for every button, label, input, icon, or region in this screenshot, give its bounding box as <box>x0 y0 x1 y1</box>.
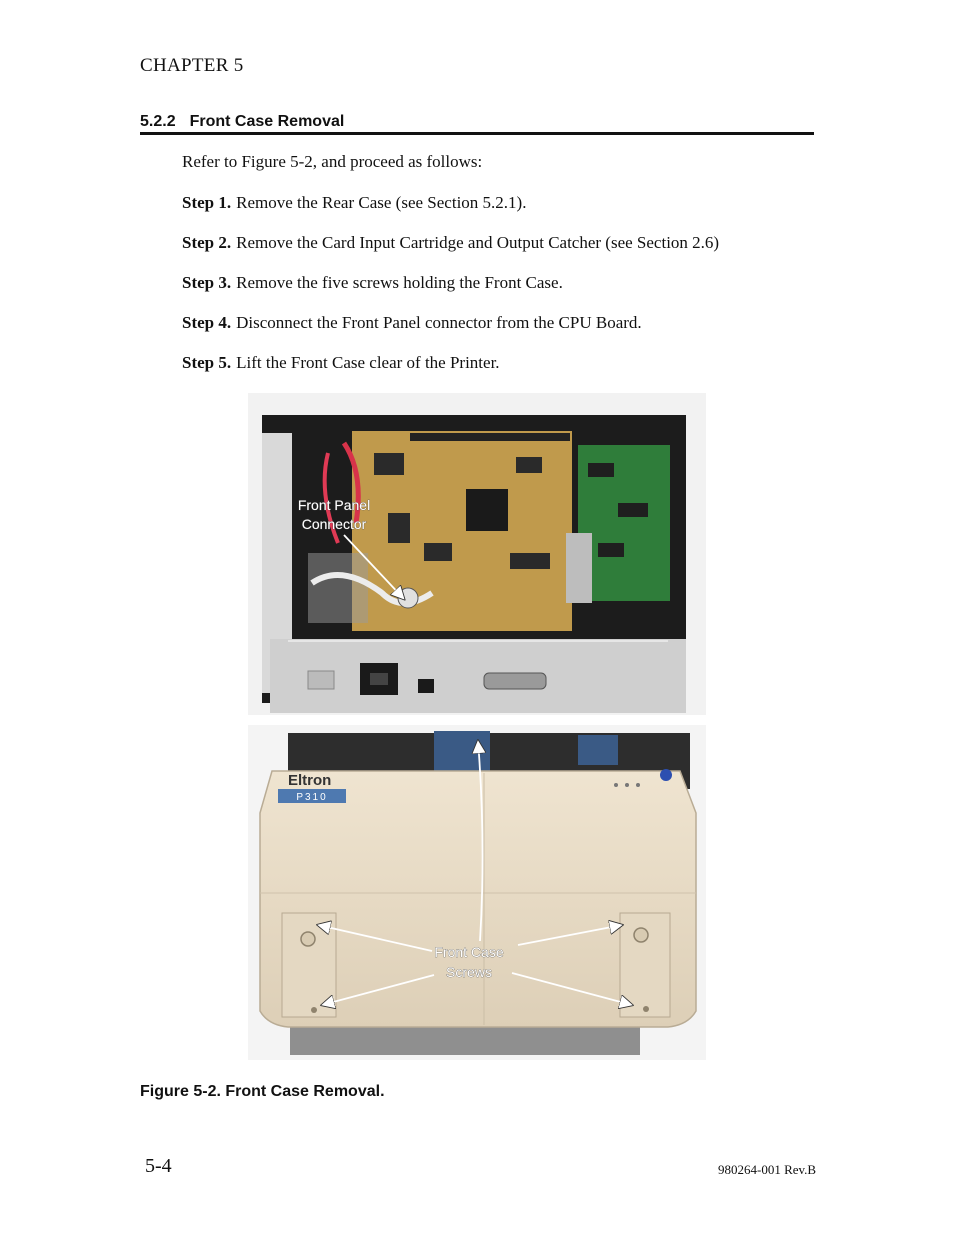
step-text: Lift the Front Case clear of the Printer. <box>236 353 500 372</box>
section-title: Front Case Removal <box>189 113 345 130</box>
step-label: Step 1. <box>182 193 232 212</box>
section-heading <box>140 113 344 131</box>
screw <box>301 932 315 946</box>
callout-front-case-line1: Front Case <box>434 944 504 960</box>
front-case-photo <box>248 725 706 1060</box>
page-number: 5-4 <box>145 1155 172 1177</box>
document-number: 980264-001 Rev.B <box>718 1162 817 1177</box>
chapter-header: CHAPTER 5 <box>140 55 244 76</box>
step-text: Remove the Card Input Cartridge and Output Catcher (see Section 2.6) <box>236 233 720 252</box>
screw <box>643 1006 649 1012</box>
callout-front-panel-line2: Connector <box>301 516 367 532</box>
step-4 <box>182 313 642 333</box>
step-label: Step 5. <box>182 353 232 372</box>
printer-button <box>660 769 672 781</box>
step-text: Remove the five screws holding the Front Case. <box>236 273 563 292</box>
screw <box>311 1007 317 1013</box>
printer-brand-logo: Eltron <box>288 772 332 789</box>
intro-paragraph: Refer to Figure 5-2, and proceed as follows: <box>182 152 483 171</box>
section-rule <box>140 132 814 135</box>
step-label: Step 2. <box>182 233 232 252</box>
interior-photo <box>248 393 706 715</box>
step-label: Step 3. <box>182 273 232 292</box>
step-text: Disconnect the Front Panel connector from the CPU Board. <box>236 313 642 332</box>
screw <box>634 928 648 942</box>
printer-model-label: P310 <box>296 792 328 803</box>
step-label: Step 4. <box>182 313 232 332</box>
figure-front-case-removal <box>248 393 706 1060</box>
callout-front-case-line2: Screws <box>446 964 492 980</box>
step-2 <box>182 233 719 253</box>
step-1 <box>182 193 526 213</box>
step-3 <box>182 273 563 293</box>
section-number: 5.2.2 <box>140 113 176 130</box>
callout-front-panel-line1: Front Panel <box>297 497 371 513</box>
step-text: Remove the Rear Case (see Section 5.2.1). <box>236 193 527 212</box>
step-5 <box>182 353 500 373</box>
figure-caption: Figure 5-2. Front Case Removal. <box>140 1083 385 1100</box>
